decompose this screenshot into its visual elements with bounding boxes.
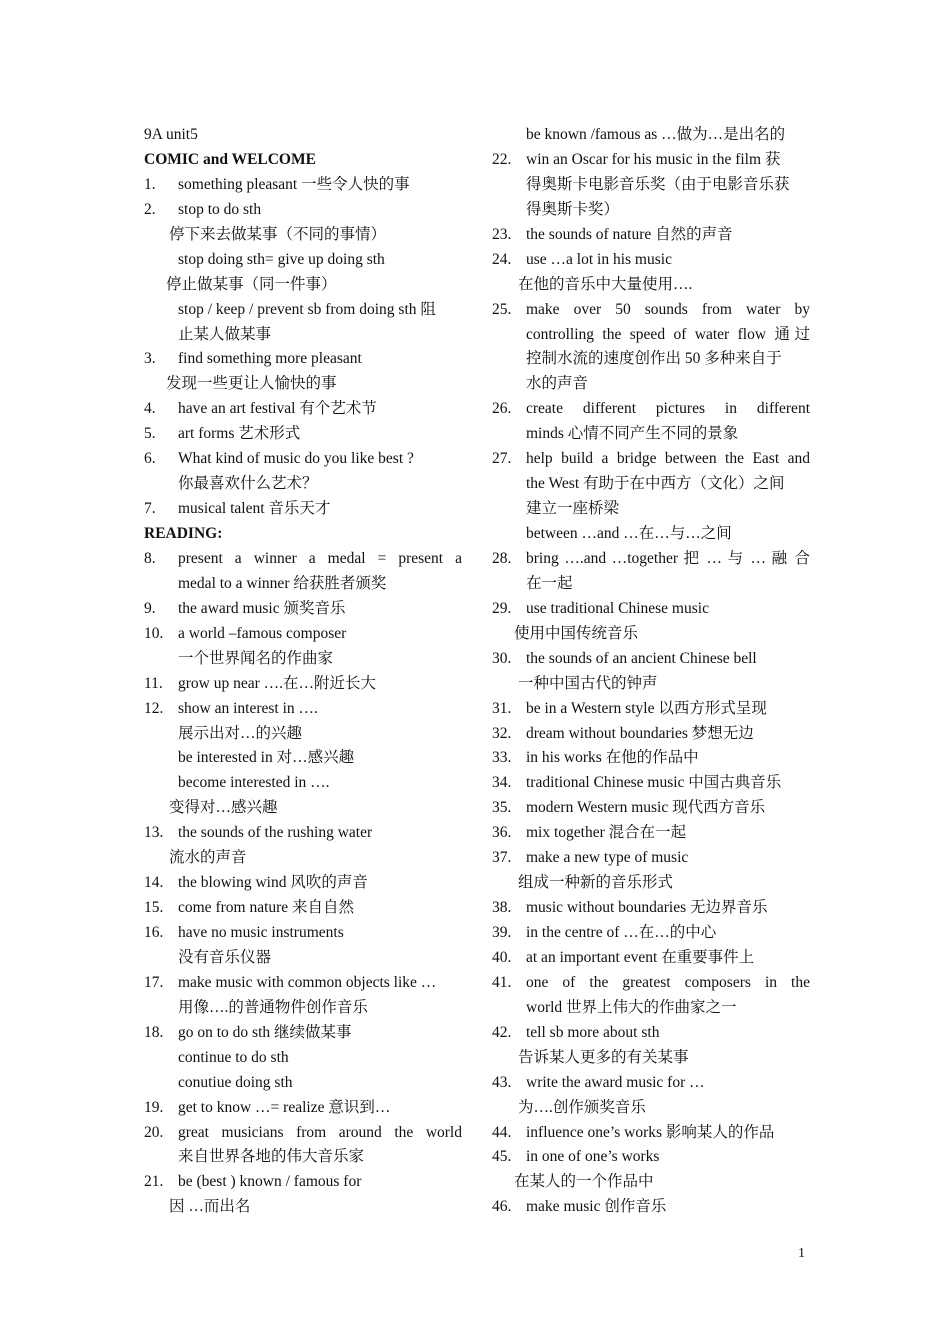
list-item — [492, 746, 810, 771]
item-number: 27. — [492, 450, 512, 468]
item-continuation: between …and …在…与…之间 — [526, 525, 732, 542]
item-text: help build a bridge between the East and — [526, 450, 810, 468]
item-number: 33. — [492, 749, 512, 767]
item-number: 24. — [492, 250, 512, 268]
item-continuation: 使用中国传统音乐 — [514, 624, 639, 642]
item-text: make over 50 sounds from water by — [526, 300, 810, 318]
list-item — [492, 1071, 810, 1096]
list-item — [492, 397, 810, 422]
item-text: traditional Chinese music 中国古典音乐 — [526, 774, 782, 792]
section-heading-comic: COMIC and WELCOME — [144, 150, 316, 168]
item-number: 22. — [492, 150, 512, 168]
item-number: 16. — [144, 924, 164, 941]
item-number: 20. — [144, 1123, 164, 1141]
item-number: 30. — [492, 649, 512, 667]
item-number: 3. — [144, 350, 156, 368]
item-text: the sounds of an ancient Chinese bell — [526, 649, 757, 667]
item-text: get to know …= realize 意识到… — [178, 1098, 391, 1116]
item-continuation: 用像….的普通物件创作音乐 — [178, 998, 368, 1016]
list-item — [144, 1121, 462, 1146]
item-continuation: the West 有助于在中西方（文化）之间 — [526, 475, 785, 493]
item-number: 21. — [144, 1173, 164, 1191]
list-item — [144, 198, 462, 223]
item-text: have an art festival 有个艺术节 — [178, 400, 377, 418]
item-number: 6. — [144, 450, 156, 468]
item-text: make music with common objects like … — [178, 973, 437, 991]
list-item — [144, 347, 462, 372]
item-number: 15. — [144, 899, 164, 917]
list-item — [492, 298, 810, 323]
item-continuation: controlling the speed of water flow 通过 — [526, 325, 810, 343]
item-text: use …a lot in his music — [526, 250, 672, 268]
item-number: 5. — [144, 425, 156, 443]
item-number: 13. — [144, 824, 164, 842]
item-number: 42. — [492, 1023, 512, 1041]
item-continuation: be interested in 对…感兴趣 — [178, 749, 355, 767]
item-text: grow up near ….在…附近长大 — [178, 674, 377, 692]
list-item — [144, 672, 462, 697]
list-item — [144, 447, 462, 472]
item-text: dream without boundaries 梦想无边 — [526, 724, 754, 742]
list-item — [492, 771, 810, 796]
item-text: mix together 混合在一起 — [526, 824, 687, 842]
item-number: 37. — [492, 849, 512, 867]
item-text: use traditional Chinese music — [526, 599, 709, 617]
list-item — [492, 447, 810, 472]
item-text: music without boundaries 无边界音乐 — [526, 899, 768, 917]
item-text: present a winner a medal = present a — [178, 549, 462, 567]
list-item — [492, 946, 810, 971]
list-item — [144, 921, 462, 946]
item-continuation: 因 …而出名 — [169, 1198, 251, 1216]
item-continuation: 一个世界闻名的作曲家 — [178, 649, 334, 667]
list-item — [492, 896, 810, 921]
list-item — [492, 248, 810, 273]
item-continuation: 控制水流的速度创作出 50 多种来自于 — [526, 350, 782, 368]
list-item — [144, 397, 462, 422]
list-item — [492, 1195, 810, 1220]
item-continuation: 你最喜欢什么艺术？ — [178, 475, 318, 493]
item-number: 39. — [492, 924, 512, 941]
item-text: musical talent 音乐天才 — [178, 500, 331, 518]
item-continuation: stop doing sth= give up doing sth — [178, 250, 385, 268]
item-number: 36. — [492, 824, 512, 842]
list-item — [144, 1170, 462, 1195]
list-item — [144, 971, 462, 996]
item-text: make music 创作音乐 — [526, 1198, 667, 1216]
list-item — [144, 422, 462, 447]
item-continuation: medal to a winner 给获胜者颁奖 — [178, 574, 387, 592]
item-continuation: 得奥斯卡电影音乐奖（由于电影音乐获 — [526, 175, 790, 193]
item-number: 23. — [492, 225, 512, 243]
list-item — [144, 622, 462, 647]
item-text: be in a Western style 以西方形式呈现 — [526, 699, 767, 717]
item-continuation: continue to do sth — [178, 1048, 289, 1066]
list-item — [144, 497, 462, 522]
list-item — [144, 1021, 462, 1046]
item-text: in one of one’s works — [526, 1148, 660, 1166]
item-number: 9. — [144, 599, 156, 617]
item-continuation: 建立一座桥梁 — [526, 500, 620, 518]
item-number: 8. — [144, 549, 156, 567]
item-continuation: stop / keep / prevent sb from doing sth 阻 — [178, 300, 436, 318]
item-number: 14. — [144, 874, 164, 892]
item-text: make a new type of music — [526, 849, 689, 867]
item-continuation: 在他的音乐中大量使用…. — [518, 275, 693, 293]
item-text: the award music 颁奖音乐 — [178, 599, 346, 617]
item-text: the sounds of the rushing water — [178, 824, 373, 842]
item-continuation: become interested in …. — [178, 774, 330, 792]
list-item — [492, 846, 810, 871]
list-item — [492, 647, 810, 672]
item-number: 10. — [144, 624, 164, 642]
item-number: 44. — [492, 1123, 512, 1141]
item-number: 38. — [492, 899, 512, 917]
item-continuation: 告诉某人更多的有关某事 — [518, 1048, 689, 1066]
list-item — [144, 871, 462, 896]
item-continuation: 发现一些更让人愉快的事 — [166, 375, 337, 393]
item-text: come from nature 来自自然 — [178, 899, 355, 917]
item-continuation: 展示出对…的兴趣 — [178, 724, 303, 742]
list-item — [492, 223, 810, 248]
item-text: bring ….and …together 把 … 与 … 融 合 — [526, 549, 810, 567]
item-text: write the award music for … — [526, 1073, 705, 1091]
item-continuation: 流水的声音 — [169, 849, 247, 867]
item-continuation: 在一起 — [526, 574, 573, 592]
item-number: 17. — [144, 973, 164, 991]
item-number: 45. — [492, 1148, 512, 1166]
item-number: 1. — [144, 175, 156, 193]
item-text: something pleasant 一些令人快的事 — [178, 175, 410, 193]
list-item — [144, 821, 462, 846]
list-item — [492, 722, 810, 747]
item-continuation: 止某人做某事 — [178, 325, 272, 343]
item-continuation: 停下来去做某事（不同的事情） — [169, 225, 387, 243]
item-text: What kind of music do you like best ? — [178, 450, 414, 468]
item-continuation: 为….创作颁奖音乐 — [518, 1098, 646, 1116]
item-number: 7. — [144, 500, 156, 518]
item-continuation: minds 心情不同产生不同的景象 — [526, 425, 739, 443]
item-number: 19. — [144, 1098, 164, 1116]
list-item — [492, 1121, 810, 1146]
item-text: be (best ) known / famous for — [178, 1173, 362, 1191]
item-text: go on to do sth 继续做某事 — [178, 1023, 352, 1041]
list-item — [492, 821, 810, 846]
right-column — [492, 123, 810, 1220]
item-text: in the centre of …在…的中心 — [526, 924, 717, 941]
list-item — [144, 173, 462, 198]
item-text: great musicians from around the world — [178, 1123, 462, 1141]
page-number: 1 — [798, 1246, 805, 1261]
item-number: 35. — [492, 799, 512, 817]
item-number: 11. — [144, 674, 163, 692]
item-text: show an interest in …. — [178, 699, 318, 717]
item-number: 28. — [492, 549, 512, 567]
item-text: one of the greatest composers in the — [526, 973, 810, 991]
item-number: 18. — [144, 1023, 164, 1041]
list-item — [492, 1021, 810, 1046]
item-text: a world –famous composer — [178, 624, 347, 642]
item-number: 40. — [492, 948, 512, 966]
list-item — [144, 597, 462, 622]
item-number: 31. — [492, 699, 512, 717]
item-continuation: 水的声音 — [526, 375, 589, 393]
item-text: stop to do sth — [178, 200, 262, 218]
item-text: modern Western music 现代西方音乐 — [526, 799, 766, 817]
item-continuation: 在某人的一个作品中 — [514, 1173, 654, 1191]
item-continuation: 组成一种新的音乐形式 — [518, 874, 674, 892]
item-continuation: 变得对…感兴趣 — [169, 799, 278, 817]
item-number: 25. — [492, 300, 512, 318]
item-continuation: 一种中国古代的钟声 — [518, 674, 658, 692]
list-item — [492, 796, 810, 821]
item-continuation: 没有音乐仪器 — [178, 948, 272, 966]
item-text: influence one’s works 影响某人的作品 — [526, 1123, 775, 1141]
list-item — [144, 697, 462, 722]
list-item — [144, 896, 462, 921]
item-text: at an important event 在重要事件上 — [526, 948, 755, 966]
item-text: find something more pleasant — [178, 350, 362, 368]
item-continuation: 停止做某事（同一件事） — [166, 275, 337, 293]
item-continuation: 得奥斯卡奖） — [526, 200, 620, 218]
item-number: 4. — [144, 400, 156, 418]
item-number: 26. — [492, 400, 512, 418]
item-text: art forms 艺术形式 — [178, 425, 301, 443]
item-text: tell sb more about sth — [526, 1023, 660, 1041]
item-text: create different pictures in different — [526, 400, 810, 418]
list-item — [144, 547, 462, 572]
list-item — [144, 1096, 462, 1121]
item-number: 41. — [492, 973, 512, 991]
item-number: 46. — [492, 1198, 512, 1216]
list-item — [492, 697, 810, 722]
item-continuation: 来自世界各地的伟大音乐家 — [178, 1148, 365, 1166]
list-item — [492, 1145, 810, 1170]
item-continuation: conutiue doing sth — [178, 1073, 293, 1091]
item-text: win an Oscar for his music in the film 获 — [526, 150, 781, 168]
item-text: the sounds of nature 自然的声音 — [526, 225, 733, 243]
item-number: 29. — [492, 599, 512, 617]
list-item — [492, 597, 810, 622]
list-item — [492, 921, 810, 946]
item-number: 32. — [492, 724, 512, 742]
item-continuation: be known /famous as …做为…是出名的 — [526, 126, 786, 143]
item-text: in his works 在他的作品中 — [526, 749, 699, 767]
item-number: 12. — [144, 699, 164, 717]
item-continuation: world 世界上伟大的作曲家之一 — [526, 998, 737, 1016]
item-number: 2. — [144, 200, 156, 218]
list-item — [492, 148, 810, 173]
item-number: 34. — [492, 774, 512, 792]
item-number: 43. — [492, 1073, 512, 1091]
list-item — [492, 971, 810, 996]
item-text: have no music instruments — [178, 924, 344, 941]
left-column — [144, 123, 462, 1220]
unit-title: 9A unit5 — [144, 126, 198, 143]
section-heading-reading: READING: — [144, 525, 223, 542]
list-item — [492, 547, 810, 572]
item-text: the blowing wind 风吹的声音 — [178, 874, 368, 892]
